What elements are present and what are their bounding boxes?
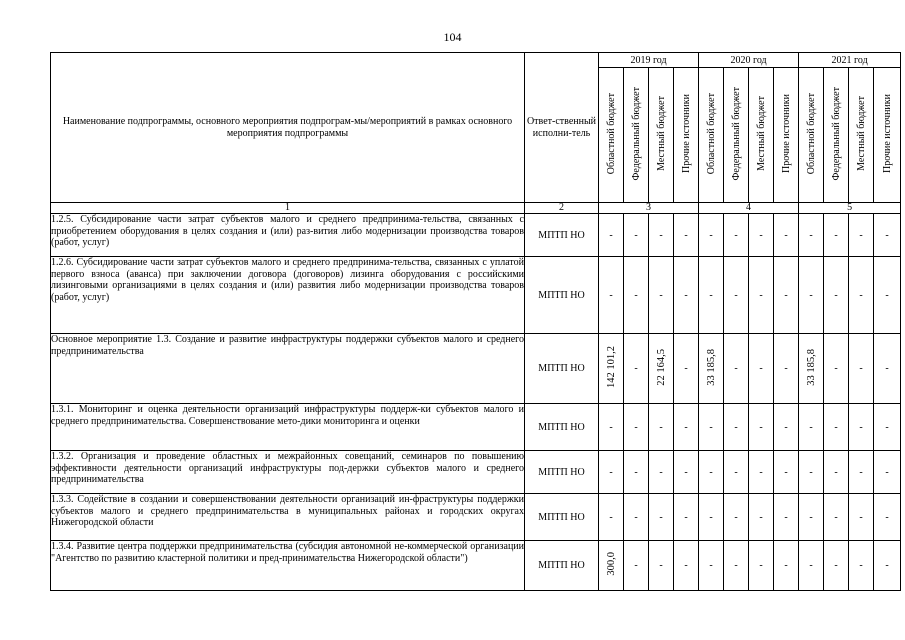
empty-value-cell: - (774, 451, 799, 494)
empty-value-cell: - (624, 214, 649, 257)
empty-value-cell: - (624, 334, 649, 404)
row-executor: МПТП НО (525, 214, 599, 257)
row-description: 1.2.6. Субсидирование части затрат субъектов малого и среднего предпринима-тельства, связанных с уплатой первого взноса (аванса) при заключении договора (договоров) лизинга оборудования с российскими лизинговыми организациями в целях создания и (или) развития либо модернизации производства товаров (работ, услуг) (51, 257, 525, 334)
table-row (51, 257, 901, 334)
empty-value-cell: - (774, 257, 799, 334)
row-executor: МПТП НО (525, 541, 599, 591)
row-description: Основное мероприятие 1.3. Создание и развитие инфраструктуры поддержки субъектов малого и среднего предпринимательства (51, 334, 525, 404)
empty-value-cell: - (749, 451, 774, 494)
header-source (624, 68, 649, 203)
empty-value-cell: - (749, 541, 774, 591)
header-source-label: Областной бюджет (705, 92, 717, 175)
empty-value-cell: - (849, 334, 874, 404)
empty-value-cell: - (824, 404, 849, 451)
header-source (824, 68, 849, 203)
header-source (724, 68, 749, 203)
empty-value-cell: - (749, 214, 774, 257)
row-description: 1.3.4. Развитие центра поддержки предпринимательства (субсидия автономной не-коммерческой организации "Агентство по развитию кластерной политики и пред-принимательства Нижегородской области") (51, 541, 525, 591)
header-year-2020: 2020 год (699, 53, 799, 68)
empty-value-cell: - (724, 334, 749, 404)
empty-value-cell: - (724, 257, 749, 334)
empty-value-cell: - (824, 451, 849, 494)
empty-value-cell: - (799, 257, 824, 334)
column-number: 2 (525, 203, 599, 214)
empty-value-cell: - (724, 494, 749, 541)
header-source-label: Областной бюджет (605, 92, 617, 175)
column-number: 1 (51, 203, 525, 214)
table-row (51, 404, 901, 451)
column-number-row (51, 203, 901, 214)
amount-value: 22 164,5 (655, 348, 667, 386)
table-row (51, 334, 901, 404)
empty-value-cell: - (874, 257, 901, 334)
empty-value-cell: - (599, 257, 624, 334)
table-body (51, 214, 901, 591)
header-source (799, 68, 824, 203)
empty-value-cell: - (649, 451, 674, 494)
header-name-column: Наименование подпрограммы, основного мероприятия подпрограм-мы/мероприятий в рамках основного мероприятия подпрограммы (51, 53, 525, 203)
empty-value-cell: - (799, 404, 824, 451)
column-number: 5 (799, 203, 901, 214)
amount-cell (799, 334, 824, 404)
table-row (51, 494, 901, 541)
table-row (51, 541, 901, 591)
empty-value-cell: - (699, 404, 724, 451)
empty-value-cell: - (674, 541, 699, 591)
header-source (649, 68, 674, 203)
header-source-label: Прочие источники (780, 94, 792, 173)
empty-value-cell: - (674, 404, 699, 451)
empty-value-cell: - (774, 494, 799, 541)
empty-value-cell: - (774, 334, 799, 404)
header-source-label: Прочие источники (881, 94, 893, 173)
header-source-label: Местный бюджет (855, 96, 867, 171)
row-executor: МПТП НО (525, 494, 599, 541)
column-number: 4 (699, 203, 799, 214)
header-source (749, 68, 774, 203)
budget-table (50, 52, 901, 591)
header-source-label: Местный бюджет (655, 96, 667, 171)
row-executor: МПТП НО (525, 451, 599, 494)
header-source (674, 68, 699, 203)
empty-value-cell: - (624, 541, 649, 591)
header-source (599, 68, 624, 203)
empty-value-cell: - (824, 334, 849, 404)
empty-value-cell: - (649, 404, 674, 451)
empty-value-cell: - (824, 494, 849, 541)
row-executor: МПТП НО (525, 334, 599, 404)
empty-value-cell: - (824, 214, 849, 257)
empty-value-cell: - (699, 214, 724, 257)
empty-value-cell: - (674, 451, 699, 494)
empty-value-cell: - (799, 214, 824, 257)
empty-value-cell: - (724, 451, 749, 494)
header-source (874, 68, 901, 203)
empty-value-cell: - (874, 334, 901, 404)
empty-value-cell: - (774, 404, 799, 451)
amount-value: 33 185,8 (805, 348, 817, 386)
header-source-label: Федеральный бюджет (630, 86, 642, 181)
amount-cell (599, 334, 624, 404)
empty-value-cell: - (874, 451, 901, 494)
empty-value-cell: - (749, 404, 774, 451)
empty-value-cell: - (824, 257, 849, 334)
amount-value: 300,0 (605, 552, 617, 576)
empty-value-cell: - (849, 257, 874, 334)
empty-value-cell: - (849, 214, 874, 257)
empty-value-cell: - (649, 494, 674, 541)
amount-cell (699, 334, 724, 404)
amount-cell (599, 541, 624, 591)
row-description: 1.3.3. Содействие в создании и совершенствовании деятельности организаций ин-фраструктуры поддержки субъектов малого и среднего предпринимательства в муниципальных районах и городских округах Нижегородской области (51, 494, 525, 541)
empty-value-cell: - (774, 214, 799, 257)
empty-value-cell: - (674, 257, 699, 334)
empty-value-cell: - (624, 257, 649, 334)
empty-value-cell: - (849, 451, 874, 494)
empty-value-cell: - (624, 494, 649, 541)
empty-value-cell: - (774, 541, 799, 591)
empty-value-cell: - (649, 541, 674, 591)
empty-value-cell: - (849, 494, 874, 541)
empty-value-cell: - (874, 541, 901, 591)
empty-value-cell: - (849, 404, 874, 451)
empty-value-cell: - (724, 214, 749, 257)
row-executor: МПТП НО (525, 404, 599, 451)
empty-value-cell: - (649, 257, 674, 334)
header-source (849, 68, 874, 203)
header-source-label: Областной бюджет (805, 92, 817, 175)
empty-value-cell: - (874, 404, 901, 451)
empty-value-cell: - (599, 404, 624, 451)
empty-value-cell: - (699, 257, 724, 334)
empty-value-cell: - (824, 541, 849, 591)
empty-value-cell: - (599, 451, 624, 494)
empty-value-cell: - (674, 214, 699, 257)
header-source-label: Федеральный бюджет (730, 86, 742, 181)
header-year-2021: 2021 год (799, 53, 901, 68)
empty-value-cell: - (874, 214, 901, 257)
empty-value-cell: - (874, 494, 901, 541)
empty-value-cell: - (699, 451, 724, 494)
empty-value-cell: - (799, 541, 824, 591)
amount-value: 142 101,2 (605, 346, 617, 388)
empty-value-cell: - (699, 541, 724, 591)
empty-value-cell: - (599, 214, 624, 257)
empty-value-cell: - (624, 404, 649, 451)
table-row (51, 214, 901, 257)
table-row (51, 451, 901, 494)
row-executor: МПТП НО (525, 257, 599, 334)
empty-value-cell: - (749, 494, 774, 541)
header-source (699, 68, 724, 203)
header-source-label: Федеральный бюджет (830, 86, 842, 181)
empty-value-cell: - (799, 451, 824, 494)
empty-value-cell: - (749, 334, 774, 404)
empty-value-cell: - (674, 494, 699, 541)
empty-value-cell: - (799, 494, 824, 541)
header-source-label: Местный бюджет (755, 96, 767, 171)
empty-value-cell: - (674, 334, 699, 404)
header-year-2019: 2019 год (599, 53, 699, 68)
amount-value: 33 185,8 (705, 348, 717, 386)
empty-value-cell: - (699, 494, 724, 541)
row-description: 1.2.5. Субсидирование части затрат субъектов малого и среднего предпринима-тельства, связанных с приобретением оборудования в целях создания и (или) раз-вития либо модернизации производства товаров (работ, услуг) (51, 214, 525, 257)
header-source-label: Прочие источники (680, 94, 692, 173)
row-description: 1.3.1. Мониторинг и оценка деятельности организаций инфраструктуры поддерж-ки субъектов малого и среднего предпринимательства. Совершенствование мето-дики мониторинга и оценки (51, 404, 525, 451)
amount-cell (649, 334, 674, 404)
empty-value-cell: - (724, 541, 749, 591)
empty-value-cell: - (849, 541, 874, 591)
empty-value-cell: - (749, 257, 774, 334)
empty-value-cell: - (724, 404, 749, 451)
column-number: 3 (599, 203, 699, 214)
header-executor-column: Ответ-ственный исполни-тель (525, 53, 599, 203)
table-header (51, 53, 901, 214)
page-number: 104 (443, 30, 462, 44)
empty-value-cell: - (599, 494, 624, 541)
empty-value-cell: - (649, 214, 674, 257)
row-description: 1.3.2. Организация и проведение областных и межрайонных совещаний, семинаров по повышению эффективности деятельности организаций инфраструктуры под-держки субъектов малого и среднего предпринимательства (51, 451, 525, 494)
empty-value-cell: - (624, 451, 649, 494)
header-source (774, 68, 799, 203)
